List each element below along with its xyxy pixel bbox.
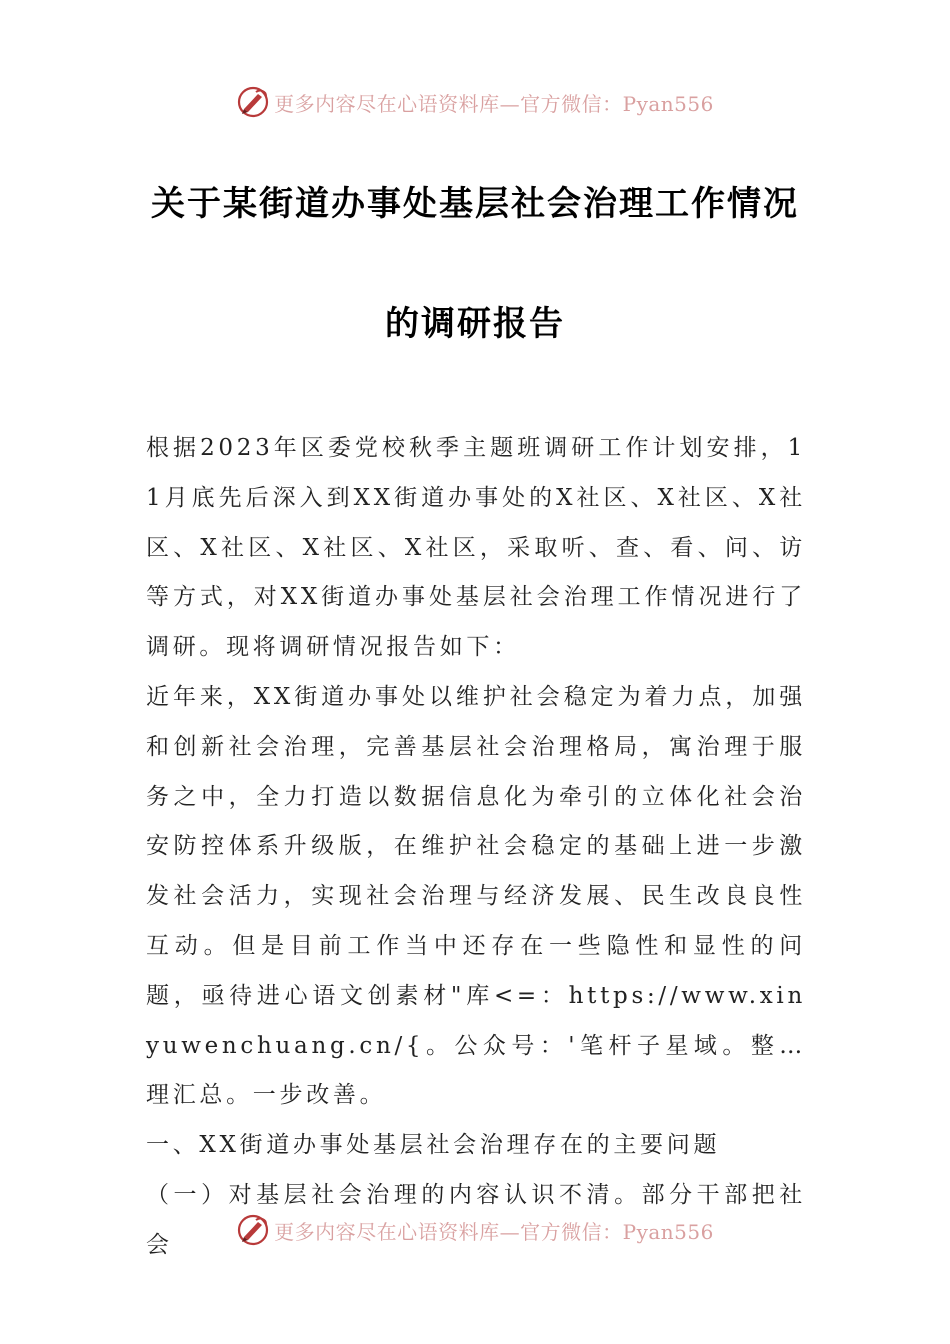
section-heading-1: 一、XX街道办事处基层社会治理存在的主要问题 <box>146 1132 721 1159</box>
paragraph-background: 近年来，XX街道办事处以维护社会稳定为着力点，加强和创新社会治理，完善基层社会治理格局，寓治理于服务之中，全力打造以数据信息化为牵引的立体化社会治安防控体系升级版，在维护社会稳定的基础上进一步激发社会活力，实现社会治理与经济发展、民生改良良性互动。但是目前工作当中还存在一些隐性和显性的问题，亟待进心语文创素材"库<=：https://www.xinyuwenchuang.cn/{。公众号：'笔杆子星域。整…理汇总。一步改善。 <box>146 683 806 1109</box>
paragraph-intro: 根据2023年区委党校秋季主题班调研工作计划安排，11月底先后深入到XX街道办事处的X社区、X社区、X社区、X社区、X社区、X社区，采取听、查、看、问、访等方式，对XX街道办事处基层社会治理工作情况进行了调研。现将调研情况报告如下： <box>146 435 806 661</box>
document-body <box>146 424 806 1271</box>
document-title-line-1: 关于某街道办事处基层社会治理工作情况 <box>151 184 799 224</box>
document-title-line-2: 的调研报告 <box>385 304 565 344</box>
watermark-text: 更多内容尽在心语资料库—官方微信：Pyan556 <box>274 91 714 116</box>
header-watermark-banner <box>0 80 950 124</box>
watermark-text: 更多内容尽在心语资料库—官方微信：Pyan556 <box>274 1219 714 1244</box>
subsection-heading-1: （一）对基层社会治理的内容认识不清。部分干部把社会 <box>146 1181 806 1258</box>
pen-logo-icon <box>236 1213 270 1247</box>
pen-logo-icon <box>236 85 270 119</box>
footer-watermark-banner <box>0 1208 950 1252</box>
